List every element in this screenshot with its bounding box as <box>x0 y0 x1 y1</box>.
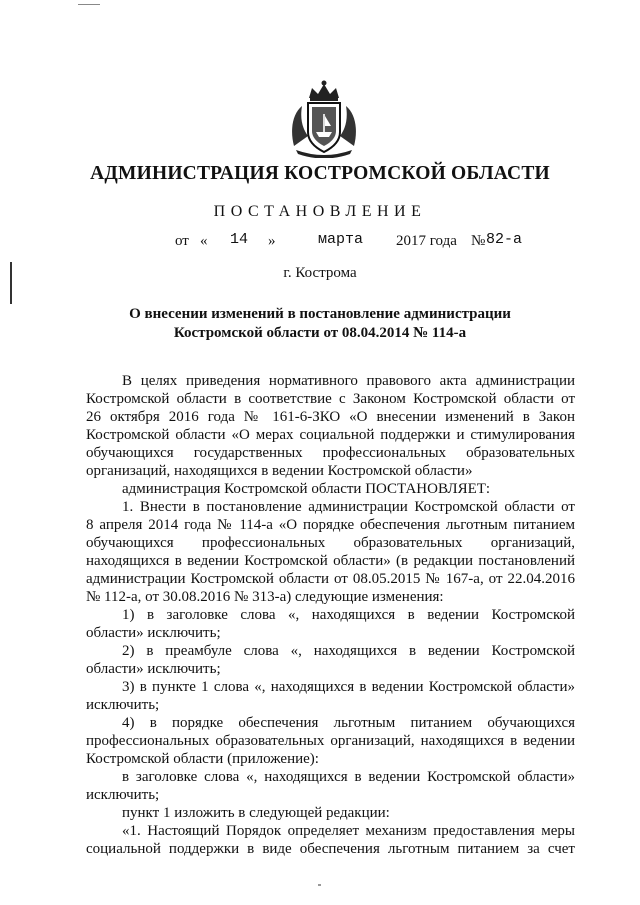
body-line: Костромской области в соответствие с Законом Костромской области от <box>86 391 575 407</box>
body-line: 1. Внести в постановление администрации Костромской области от <box>122 499 575 515</box>
body-line: находящихся в ведении Костромской области» (в редакции постановлений <box>86 553 575 569</box>
body-line: исключить; <box>86 787 160 803</box>
body-line: профессиональных образовательных организаций, находящихся в ведении <box>86 733 575 749</box>
body-line: обучающихся профессиональных образовательных организаций, <box>86 535 575 551</box>
body-line: организаций, находящихся в ведении Костромской области» <box>86 463 473 479</box>
date-prefix: от <box>175 233 189 249</box>
body-line: области» исключить; <box>86 661 221 677</box>
body-line: № 112-а, от 30.08.2016 № 313-а) следующие изменения: <box>86 589 444 605</box>
body-line: пункт 1 изложить в следующей редакции: <box>122 805 390 821</box>
body-line: 3) в пункте 1 слова «, находящихся в ведении Костромской области» <box>122 679 575 695</box>
body-line: в заголовке слова «, находящихся в ведении Костромской области» <box>122 769 575 785</box>
number-sign: № <box>471 233 486 249</box>
body-line: В целях приведения нормативного правового акта администрации <box>122 373 575 389</box>
subject-heading <box>100 305 540 343</box>
coat-of-arms-emblem-icon <box>284 76 364 158</box>
date-day: 14 <box>230 231 249 248</box>
scan-dot-bottom <box>318 884 321 886</box>
body-line: Костромской области «О мерах социальной поддержки и стимулирования <box>86 427 575 443</box>
date-close-quote: » <box>268 233 276 249</box>
scan-mark-top <box>78 4 100 5</box>
subject-line-2: Костромской области от 08.04.2014 № 114-а <box>173 325 467 341</box>
subject-line-1: О внесении изменений в постановление администрации <box>129 306 511 322</box>
body-line: 4) в порядке обеспечения льготным питанием обучающихся <box>122 715 575 731</box>
body-line: администрации Костромской области от 08.05.2015 № 167-а, от 22.04.2016 <box>86 571 575 587</box>
body-line: социальной поддержки в виде обеспечения льготным питанием за счет <box>86 841 575 857</box>
body-line: администрация Костромской области ПОСТАНОВЛЯЕТ: <box>122 481 491 497</box>
body-line: 8 апреля 2014 года № 114-а «О порядке обеспечения льготным питанием <box>86 517 575 533</box>
body-line: Костромской области (приложение): <box>86 751 319 767</box>
date-open-quote: « <box>200 233 208 249</box>
body-line: «1. Настоящий Порядок определяет механизм предоставления меры <box>122 823 575 839</box>
organization-name: АДМИНИСТРАЦИЯ КОСТРОМСКОЙ ОБЛАСТИ <box>90 163 550 184</box>
body-line: обучающихся государственных профессиональных образовательных <box>86 445 575 461</box>
date-month: марта <box>318 231 364 248</box>
document-number: 82-а <box>486 231 523 248</box>
body-line: 2) в преамбуле слова «, находящихся в ведении Костромской <box>122 643 575 659</box>
document-type: ПОСТАНОВЛЕНИЕ <box>213 203 427 220</box>
city: г. Кострома <box>283 265 357 281</box>
body-line: 1) в заголовке слова «, находящихся в ведении Костромской <box>122 607 575 623</box>
body-line: исключить; <box>86 697 160 713</box>
date-year: 2017 года <box>396 233 457 249</box>
body-line: области» исключить; <box>86 625 221 641</box>
body-line: 26 октября 2016 года № 161-6-ЗКО «О внесении изменений в Закон <box>86 409 575 425</box>
